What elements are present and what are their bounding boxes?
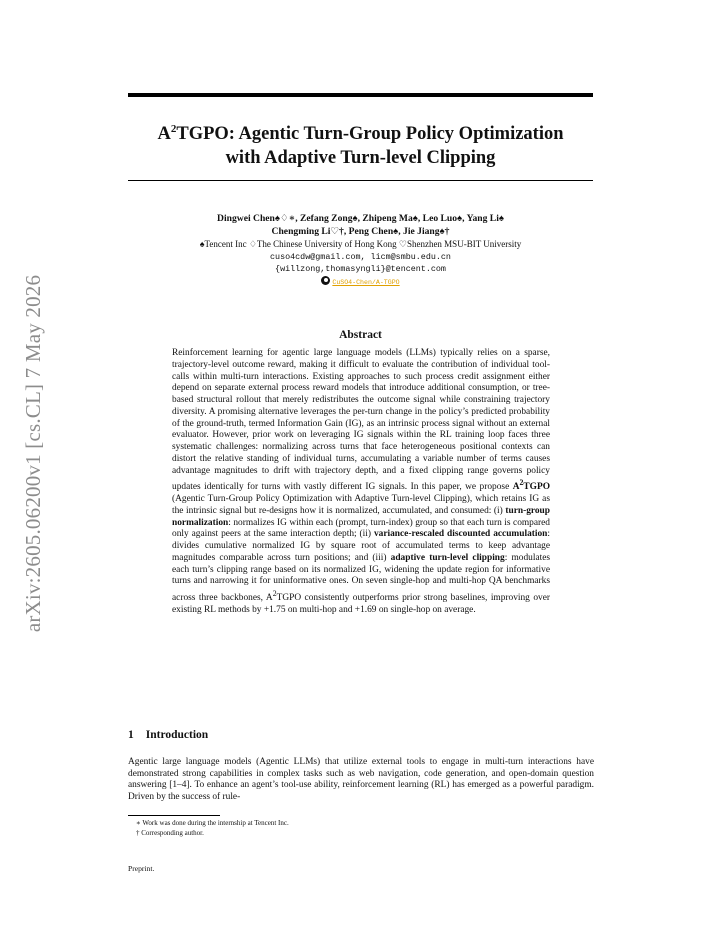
footnotes — [136, 819, 586, 838]
section-heading-introduction — [128, 729, 208, 741]
contribution-1: turn-group normalization — [172, 505, 550, 528]
abstract-sup: 2 — [272, 589, 277, 599]
abstract-text-6: TGPO consistently outperforms prior strong baselines, improving over existing RL methods by +1.75 on multi-hop and +1.69 on single-hop on average. — [172, 593, 550, 615]
email-line-1: cuso4cdw@gmail.com, licm@smbu.edu.cn — [270, 251, 451, 262]
paper-title — [128, 117, 593, 170]
title-line-1 — [128, 117, 593, 146]
author-block — [128, 213, 593, 289]
section-number: 1 — [128, 729, 134, 741]
method-name-prefix: A — [512, 482, 520, 493]
github-icon — [321, 276, 330, 285]
email-line-2: {willzong,thomasyngli}@tencent.com — [275, 264, 446, 274]
method-name — [512, 478, 550, 493]
arxiv-id-text: arXiv:2605.06200v1 [cs.CL] 7 May 2026 — [21, 274, 46, 632]
title-line-1-text: TGPO: Agentic Turn-Group Policy Optimization — [176, 124, 564, 145]
footnote-1: ∗ Work was done during the internship at Tencent Inc. — [136, 819, 289, 827]
abstract-text-4: : divides cumulative normalized IG by square root of accumulated terms to keep advantage magnitudes comparable across turn positions; and (iii) — [172, 529, 550, 563]
section-title: Introduction — [145, 729, 209, 741]
footnote-2: † Corresponding author. — [136, 828, 204, 837]
title-bottom-rule — [128, 180, 593, 181]
abstract-text-5: : modulates each turn’s clipping range based on its normalized IG, widening the update region for informative turns and narrowing it for uninformative ones. On seven single-hop and multi-hop QA benchmarks across three backbones, A — [172, 552, 551, 604]
title-prefix: A — [157, 124, 171, 145]
contribution-3: adaptive turn-level clipping — [390, 552, 505, 563]
abstract-heading: Abstract — [339, 329, 382, 341]
method-name-suffix: TGPO — [523, 482, 550, 493]
authors-line-2: Chengming Li♡†, Peng Chen♠, Jie Jiang♠† — [271, 225, 450, 237]
repo-row — [128, 276, 593, 290]
abstract-text-3: : normalizes IG within each (prompt, turn-index) group so that each turn is compared only against peers at the same interaction depth; (ii) — [172, 517, 550, 540]
authors-line-1: Dingwei Chen♠♢∗, Zefang Zong♠, Zhipeng Ma♠, Leo Luo♠, Yang Li♠ — [217, 213, 504, 224]
title-line-2: with Adaptive Turn-level Clipping — [225, 148, 496, 169]
contribution-2: variance-rescaled discounted accumulation — [373, 529, 548, 540]
title-top-rule — [128, 93, 593, 97]
footnote-rule — [128, 815, 220, 816]
repo-link[interactable]: CuSO4-Chen/A-TGPO — [332, 278, 400, 286]
arxiv-identifier-stamp — [14, 263, 54, 643]
title-superscript: 2 — [170, 123, 177, 135]
preprint-label: Preprint. — [128, 864, 155, 873]
abstract-text-1: Reinforcement learning for agentic large language models (LLMs) typically relies on a sparse, trajectory-level outcome reward, making it difficult to evaluate the contribution of individual tool-calls within multi-turn interactions. Existing approaches to such process credit assignment either depend on separate external process reward models that introduce additional consumption, or tree-based structural rollout that merely redistributes the outcome signal while constraining trajectory diversity. A promising alternative leverages the per-turn change in the policy’s predicted probability of the ground-truth, termed Information Gain (IG), as an intrinsic process signal without an external evaluator. However, prior work on leveraging IG signals within the RL training loop faces three systematic challenges: normalizing across turns that face heterogeneous positional contexts can distort the relative standing of individual turns, accumulating a variable number of terms causes advantage magnitudes to drift with trajectory depth, and a fixed clipping range governs policy updates identically for turns with vastly different IG signals. In this paper, we propose — [172, 348, 550, 493]
abstract-text-2: (Agentic Turn-Group Policy Optimization with Adaptive Turn-level Clipping), which retains IG as the intrinsic signal but re-designs how it is normalized, accumulated, and consumed: (i) — [172, 494, 550, 516]
abstract-body — [172, 348, 550, 617]
affiliations: ♠Tencent Inc ♢The Chinese University of Hong Kong ♡Shenzhen MSU-BIT University — [199, 239, 522, 249]
method-name-sup: 2 — [519, 478, 524, 488]
introduction-text: Agentic large language models (Agentic LLMs) that utilize external tools to engage in multi-turn interactions have demonstrated strong capabilities in complex tasks such as web navigation, code generation, and open-domain question answering [1–4]. To enhance an agent’s tool-use ability, reinforcement learning (RL) has emerged as a powerful paradigm. Driven by the success of rule- — [128, 757, 594, 802]
